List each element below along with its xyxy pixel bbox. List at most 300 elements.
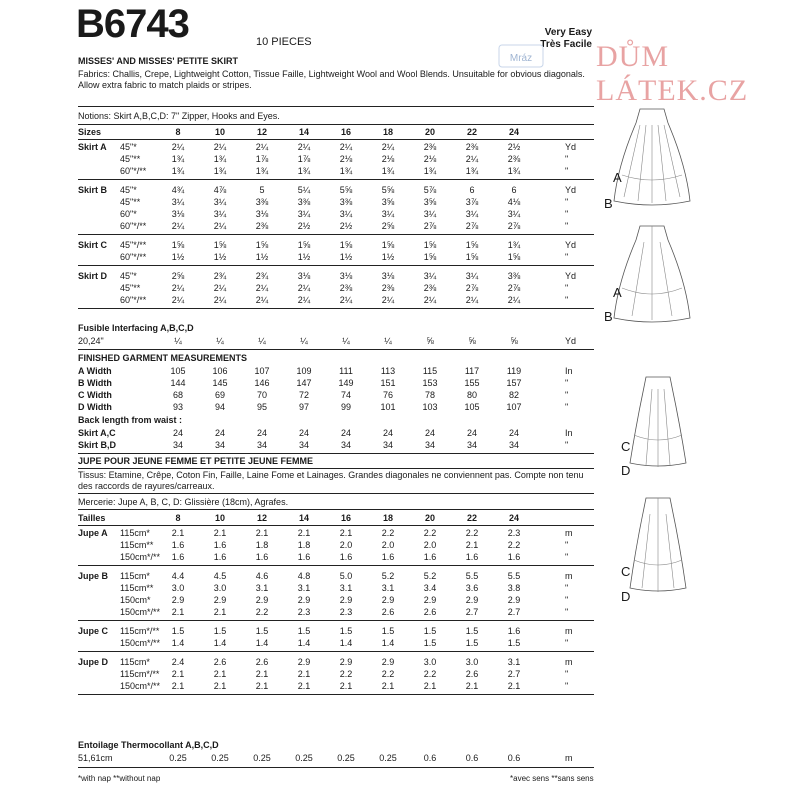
cell-value: 2.1	[423, 681, 437, 691]
cell-value: 2.6	[381, 607, 395, 617]
cell-value: 3⅛	[171, 209, 185, 219]
divider-line	[78, 509, 594, 510]
row-label: Skirt C	[78, 240, 108, 250]
cell-value: 6	[469, 185, 475, 195]
divider-line	[78, 525, 594, 526]
cell-value: 1.4	[171, 638, 185, 648]
cell-value: 5.0	[339, 571, 353, 581]
cell-value: 3¼	[423, 271, 437, 281]
cell-value: 5⅝	[381, 185, 395, 195]
cell-value: 1½	[213, 252, 227, 262]
cell-value: 2.1	[465, 681, 479, 691]
divider-line	[78, 179, 594, 180]
tailles-header-row	[78, 513, 594, 524]
divider-line	[78, 308, 594, 309]
row-unit: "	[565, 638, 569, 648]
cell-value: 2¼	[297, 283, 311, 293]
cell-value: 2.9	[465, 595, 479, 605]
cell-value: 1.6	[171, 540, 185, 550]
cell-value: 22	[466, 513, 477, 523]
cell-value: 8	[175, 513, 181, 523]
cell-value: 146	[254, 378, 270, 388]
cell-value: 20	[424, 127, 435, 137]
row-unit: Yd	[565, 142, 577, 152]
divider-line	[78, 124, 594, 125]
cell-value: 2.1	[171, 669, 185, 679]
row-label: Jupe B	[78, 571, 109, 581]
row-width: 45"*	[120, 271, 137, 281]
cell-value: 1⅝	[423, 240, 437, 250]
cell-value: 24	[298, 428, 309, 438]
row-unit: "	[565, 295, 569, 305]
row-label: Jupe D	[78, 657, 109, 667]
cell-value: 2.1	[339, 528, 353, 538]
cell-value: 2.1	[255, 669, 269, 679]
cell-value: 2.9	[297, 595, 311, 605]
cell-value: 1.6	[339, 552, 353, 562]
cell-value: 1.4	[297, 638, 311, 648]
cell-value: 2¼	[423, 295, 437, 305]
skirt-cd-front-icon	[628, 375, 688, 475]
cell-value: 16	[340, 513, 351, 523]
row-unit: m	[565, 626, 573, 636]
back-length-row	[78, 440, 594, 451]
cell-value: 18	[382, 513, 393, 523]
row-width: 45"*/**	[120, 240, 147, 250]
cell-value: 144	[170, 378, 186, 388]
cell-value: 24	[340, 428, 351, 438]
cell-value: 1.5	[423, 626, 437, 636]
cell-value: 2.4	[171, 657, 185, 667]
row-width: 51,61cm	[78, 753, 113, 763]
english-title: MISSES' AND MISSES' PETITE SKIRT	[78, 56, 238, 66]
cell-value: 2¼	[381, 295, 395, 305]
cell-value: 1.6	[171, 552, 185, 562]
cell-value: 1.5	[297, 626, 311, 636]
cell-value: 2⅜	[255, 221, 269, 231]
row-width: 60"*/**	[120, 166, 147, 176]
interfacing-row	[78, 336, 594, 347]
cell-value: 3.8	[507, 583, 521, 593]
cell-value: 151	[380, 378, 396, 388]
cell-value: 1⅝	[381, 240, 395, 250]
cell-value: 3⅜	[339, 197, 353, 207]
cell-value: 3⅛	[297, 271, 311, 281]
cell-value: 5.5	[465, 571, 479, 581]
cell-value: 2¼	[255, 295, 269, 305]
row-width: 150cm*/**	[120, 638, 161, 648]
cell-value: 105	[464, 402, 480, 412]
row-width: 115cm*	[120, 657, 150, 667]
view-letter-d1: D	[621, 463, 631, 478]
row-label: D Width	[78, 402, 112, 412]
cell-value: 3¼	[381, 209, 395, 219]
row-width: 115cm*	[120, 528, 150, 538]
yardage-row	[78, 197, 594, 208]
english-intro	[78, 56, 594, 92]
cell-value: 24	[466, 428, 477, 438]
cell-value: 105	[170, 366, 186, 376]
cell-value: 153	[422, 378, 438, 388]
cell-value: 115	[422, 366, 438, 376]
cell-value: 101	[380, 402, 396, 412]
cell-value: 2⅞	[423, 221, 437, 231]
cell-value: 2½	[297, 221, 311, 231]
row-width: 115cm*/**	[120, 669, 160, 679]
cell-value: 2.1	[507, 681, 521, 691]
row-unit: "	[565, 402, 569, 412]
cell-value: 2.1	[297, 669, 311, 679]
view-letter-a2: A	[613, 285, 622, 300]
row-unit: Yd	[565, 336, 577, 346]
cell-value: 3.4	[423, 583, 437, 593]
cell-value: 2¼	[213, 142, 227, 152]
cell-value: 2¼	[213, 295, 227, 305]
cell-value: 2¼	[255, 142, 269, 152]
divider-line	[78, 349, 594, 350]
cell-value: 2¼	[381, 142, 395, 152]
cell-value: ⅝	[468, 336, 476, 346]
cell-value: 2.9	[297, 657, 311, 667]
cell-value: 82	[508, 390, 519, 400]
cell-value: 1¾	[171, 154, 185, 164]
cell-value: 69	[214, 390, 225, 400]
cell-value: 2.6	[465, 669, 479, 679]
cell-value: 2.3	[339, 607, 353, 617]
cell-value: 1⅝	[339, 240, 353, 250]
notions-text: Notions: Skirt A,B,C,D: 7" Zipper, Hooks and Eyes.	[78, 111, 280, 121]
cell-value: 3.1	[381, 583, 395, 593]
cell-value: 1.6	[423, 552, 437, 562]
cell-value: 95	[256, 402, 267, 412]
cell-value: 2¼	[213, 221, 227, 231]
row-width: 150cm*	[120, 595, 151, 605]
skirt-ab-front-icon	[612, 105, 692, 215]
cell-value: 1½	[339, 252, 353, 262]
row-label: Skirt A,C	[78, 428, 116, 438]
cell-value: 2.2	[381, 669, 395, 679]
cell-value: 3¼	[171, 197, 185, 207]
cell-value: 2.6	[255, 657, 269, 667]
cell-value: 14	[298, 127, 309, 137]
cell-value: 1.6	[465, 552, 479, 562]
difficulty-en: Very Easy	[544, 27, 592, 38]
cell-value: 1.5	[171, 626, 185, 636]
cell-value: 3.1	[339, 583, 353, 593]
cell-value: 80	[466, 390, 477, 400]
cell-value: 1⅝	[171, 240, 185, 250]
cell-value: 2⅛	[381, 154, 395, 164]
cell-value: ¼	[174, 336, 182, 346]
store-logo-text: Mráz	[509, 53, 533, 64]
divider-line	[78, 767, 594, 768]
measurement-row	[78, 402, 594, 413]
cell-value: 34	[214, 440, 225, 450]
cell-value: 145	[212, 378, 228, 388]
row-unit: "	[565, 583, 569, 593]
cell-value: 2¼	[297, 295, 311, 305]
row-unit: "	[565, 209, 569, 219]
cell-value: 70	[256, 390, 267, 400]
cell-value: 2.9	[255, 595, 269, 605]
row-label: Jupe C	[78, 626, 109, 636]
cell-value: 93	[172, 402, 183, 412]
cell-value: 3.0	[465, 657, 479, 667]
cell-value: 2.9	[381, 657, 395, 667]
cell-value: 2.2	[423, 528, 437, 538]
cell-value: 22	[466, 127, 477, 137]
row-label: Skirt B	[78, 185, 108, 195]
cell-value: 10	[214, 127, 225, 137]
divider-line	[78, 265, 594, 266]
view-ab-sketch-1	[612, 105, 692, 220]
cell-value: 1¾	[213, 154, 227, 164]
cell-value: 18	[382, 127, 393, 137]
cell-value: 3.1	[297, 583, 311, 593]
cell-value: 3¼	[465, 209, 479, 219]
row-unit: Yd	[565, 185, 577, 195]
cell-value: 2.0	[339, 540, 353, 550]
row-unit: "	[565, 154, 569, 164]
row-width: 45"*	[120, 142, 137, 152]
metrage-row	[78, 626, 594, 637]
cell-value: 3¼	[465, 271, 479, 281]
cell-value: 2.6	[423, 607, 437, 617]
divider-line	[78, 234, 594, 235]
cell-value: 2.1	[213, 607, 227, 617]
row-width: 60"*	[120, 209, 137, 219]
cell-value: 10	[214, 513, 225, 523]
cell-value: 2⅞	[465, 221, 479, 231]
cell-value: 1.6	[297, 552, 311, 562]
row-label: Skirt B,D	[78, 440, 117, 450]
cell-value: 2.9	[507, 595, 521, 605]
row-unit: "	[565, 440, 569, 450]
cell-value: ¼	[300, 336, 308, 346]
cell-value: 24	[508, 127, 519, 137]
cell-value: 1.8	[255, 540, 269, 550]
cell-value: 2.7	[465, 607, 479, 617]
back-length-label: Back length from waist :	[78, 415, 183, 425]
cell-value: 2⅝	[381, 221, 395, 231]
row-unit: m	[565, 571, 573, 581]
cell-value: 24	[424, 428, 435, 438]
cell-value: 1⅝	[255, 240, 269, 250]
cell-value: 1.8	[297, 540, 311, 550]
measurement-row	[78, 366, 594, 377]
cell-value: 3⅞	[465, 197, 479, 207]
cell-value: 3¼	[423, 209, 437, 219]
row-unit: "	[565, 607, 569, 617]
cell-value: 2¼	[339, 295, 353, 305]
row-unit: m	[565, 753, 573, 763]
row-label: C Width	[78, 390, 112, 400]
view-letter-b1: B	[604, 196, 613, 211]
cell-value: 3⅛	[339, 271, 353, 281]
cell-value: 3.0	[213, 583, 227, 593]
view-letter-c1: C	[621, 439, 631, 454]
cell-value: 1⅝	[423, 252, 437, 262]
cell-value: 2.2	[507, 540, 521, 550]
cell-value: 1.4	[381, 638, 395, 648]
cell-value: 24	[214, 428, 225, 438]
cell-value: 0.6	[465, 753, 479, 763]
cell-value: 2.9	[213, 595, 227, 605]
cell-value: 2.2	[339, 669, 353, 679]
cell-value: 34	[466, 440, 477, 450]
cell-value: 2.1	[255, 681, 269, 691]
yardage-row	[78, 209, 594, 220]
metrage-row	[78, 607, 594, 618]
skirt-ab-back-icon	[612, 222, 692, 332]
cell-value: 1⅝	[297, 240, 311, 250]
cell-value: 1.6	[213, 540, 227, 550]
yardage-row	[78, 154, 594, 165]
cell-value: 2¼	[171, 221, 185, 231]
cell-value: 2¾	[213, 271, 227, 281]
cell-value: 2.3	[297, 607, 311, 617]
cell-value: 2.1	[171, 528, 185, 538]
row-width: 20,24"	[78, 336, 104, 346]
yardage-row	[78, 295, 594, 306]
cell-value: 1.5	[213, 626, 227, 636]
metrage-row	[78, 657, 594, 668]
cell-value: 0.6	[507, 753, 521, 763]
cell-value: 1¾	[255, 166, 269, 176]
cell-value: 1¾	[465, 166, 479, 176]
cell-value: 2.9	[423, 595, 437, 605]
cell-value: 2.1	[297, 681, 311, 691]
cell-value: 3⅛	[381, 271, 395, 281]
cell-value: 2.1	[213, 528, 227, 538]
cell-value: 1¾	[507, 166, 521, 176]
footnote-fr: *avec sens **sans sens	[510, 774, 594, 783]
cell-value: 34	[256, 440, 267, 450]
cell-value: 1.6	[255, 552, 269, 562]
cell-value: 2.1	[171, 607, 185, 617]
divider-line	[78, 493, 594, 494]
view-letter-b2: B	[604, 309, 613, 324]
cell-value: 107	[506, 402, 522, 412]
cell-value: 1¾	[297, 166, 311, 176]
cell-value: 1⅞	[255, 154, 269, 164]
cell-value: 2¼	[507, 295, 521, 305]
yardage-row	[78, 252, 594, 263]
tissus-text: Tissus: Etamine, Crêpe, Coton Fin, Faille, Laine Fome et Lainages. Grandes diagonales ne conviennent pas. Compte non tenu des raccords de rayures/carreaux.	[78, 470, 584, 491]
interfacing-label: Fusible Interfacing A,B,C,D	[78, 323, 194, 333]
mercerie-text: Mercerie: Jupe A, B, C, D: Glissière (18cm), Agrafes.	[78, 497, 289, 507]
row-unit: Yd	[565, 240, 577, 250]
cell-value: 1½	[381, 252, 395, 262]
cell-value: 1.5	[465, 638, 479, 648]
row-unit: "	[565, 197, 569, 207]
cell-value: 34	[298, 440, 309, 450]
cell-value: 0.25	[253, 753, 271, 763]
cell-value: 2.1	[381, 681, 395, 691]
cell-value: 0.6	[423, 753, 437, 763]
view-letter-a1: A	[613, 170, 622, 185]
row-width: 150cm*/**	[120, 607, 161, 617]
yardage-row	[78, 221, 594, 232]
cell-value: 2¼	[213, 283, 227, 293]
cell-value: 3.6	[465, 583, 479, 593]
view-cd-sketch-2	[628, 496, 688, 605]
cell-value: 1.5	[507, 638, 521, 648]
cell-value: 5⅞	[423, 185, 437, 195]
view-ab-sketch-2	[612, 222, 692, 337]
cell-value: 3.1	[507, 657, 521, 667]
cell-value: 3¼	[213, 197, 227, 207]
cell-value: 2¼	[255, 283, 269, 293]
cell-value: 2.3	[507, 528, 521, 538]
cell-value: 107	[254, 366, 270, 376]
cell-value: 2.7	[507, 669, 521, 679]
divider-line	[78, 565, 594, 566]
cell-value: 1½	[171, 252, 185, 262]
cell-value: 94	[214, 402, 225, 412]
entoilage-row	[78, 753, 594, 764]
cell-value: 1.6	[507, 552, 521, 562]
metrage-row	[78, 669, 594, 680]
cell-value: 109	[296, 366, 312, 376]
row-width: 115cm*	[120, 571, 150, 581]
cell-value: 2.9	[339, 657, 353, 667]
cell-value: 24	[508, 513, 519, 523]
metrage-row	[78, 583, 594, 594]
cell-value: 3¼	[213, 209, 227, 219]
fabrics-text: Fabrics: Challis, Crepe, Lightweight Cotton, Tissue Faille, Lightweight Wool and Wool Blends. Unsuitable for obvious diagonals. Allow extra fabric to match plaids or stripes.	[78, 68, 585, 90]
row-label: Skirt A	[78, 142, 107, 152]
divider-line	[78, 139, 594, 140]
row-width: 115cm**	[120, 583, 154, 593]
cell-value: 1.4	[213, 638, 227, 648]
cell-value: 12	[256, 127, 267, 137]
cell-value: 74	[340, 390, 351, 400]
cell-value: 4.6	[255, 571, 269, 581]
cell-value: 2.1	[255, 528, 269, 538]
cell-value: 1.5	[465, 626, 479, 636]
row-unit: "	[565, 552, 569, 562]
yardage-row	[78, 185, 594, 196]
cell-value: 2¼	[171, 283, 185, 293]
cell-value: 155	[464, 378, 480, 388]
cell-value: 117	[464, 366, 480, 376]
cell-value: 3¼	[339, 209, 353, 219]
cell-value: 2.2	[423, 669, 437, 679]
skirt-cd-back-icon	[628, 496, 688, 600]
cell-value: 3.0	[171, 583, 185, 593]
measurement-row	[78, 378, 594, 389]
cell-value: 34	[382, 440, 393, 450]
cell-value: 2⅜	[381, 283, 395, 293]
difficulty-fr: Très Facile	[540, 39, 592, 50]
cell-value: 2.1	[339, 681, 353, 691]
cell-value: 2.0	[423, 540, 437, 550]
cell-value: 2¼	[171, 142, 185, 152]
cell-value: 5⅝	[339, 185, 353, 195]
footnote-en: *with nap **without nap	[78, 774, 161, 783]
metrage-row	[78, 681, 594, 692]
cell-value: 2.1	[465, 540, 479, 550]
sizes-header-row	[78, 127, 594, 138]
cell-value: 4¾	[171, 185, 185, 195]
cell-value: 4⅛	[507, 197, 521, 207]
cell-value: 2⅜	[423, 142, 437, 152]
row-unit: "	[565, 221, 569, 231]
cell-value: 1½	[297, 252, 311, 262]
pieces-count: 10 PIECES	[256, 36, 312, 48]
row-unit: "	[565, 669, 569, 679]
